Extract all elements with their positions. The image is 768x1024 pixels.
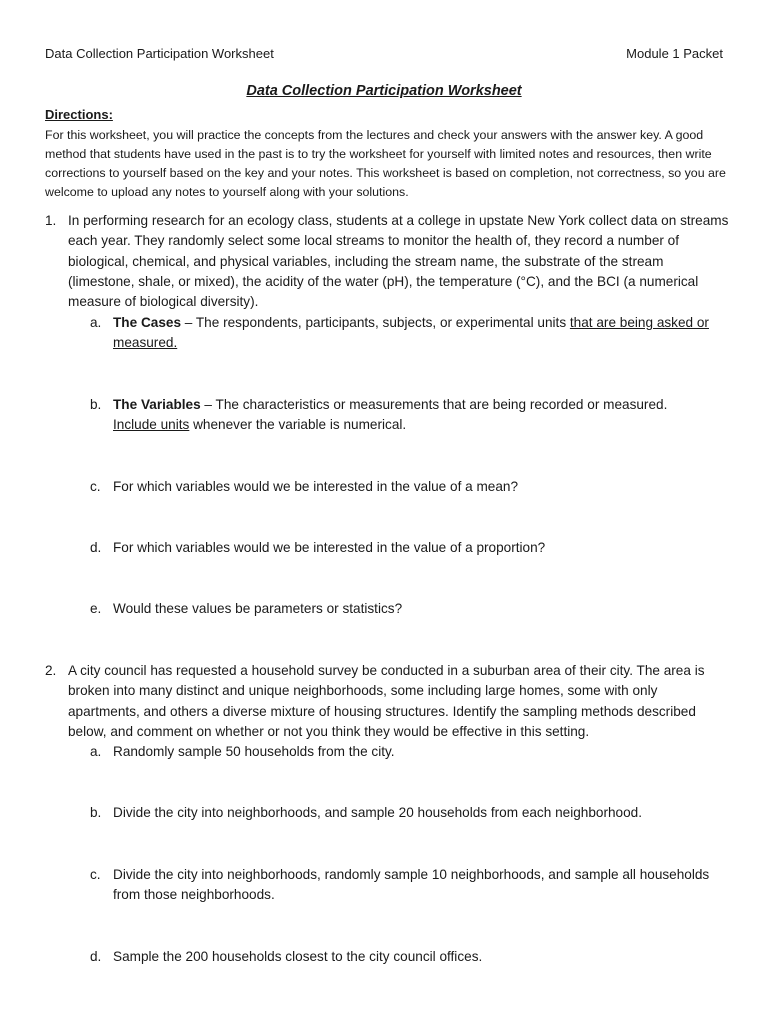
directions-text: For this worksheet, you will practice the concepts from the lectures and check your answers with the answer key. A good method that students have used in the past is to try the worksheet for yourself with limited notes and resources, then write corrections to yourself based on the key and your notes. This worksheet is based on completion, not correctness, so you are welcome to upload any notes to yourself along with your solutions. bbox=[45, 128, 726, 199]
part-text: Would these values be parameters or statistics? bbox=[113, 601, 403, 616]
part-letter: c. bbox=[90, 867, 101, 882]
part-bold-term: The Cases bbox=[113, 315, 182, 330]
part-description: – The respondents, participants, subjects, or experimental units bbox=[181, 315, 570, 330]
part-bold-term: The Variables bbox=[113, 397, 201, 412]
question-1 bbox=[45, 211, 729, 312]
question-1-part-c bbox=[90, 477, 710, 497]
part-letter: c. bbox=[90, 479, 101, 494]
question-2-part-b bbox=[90, 803, 710, 823]
part-letter: d. bbox=[90, 949, 102, 964]
part-text: For which variables would we be interested in the value of a proportion? bbox=[113, 540, 546, 555]
question-1-part-d bbox=[90, 538, 710, 558]
part-letter: a. bbox=[90, 315, 102, 330]
question-number: 1. bbox=[45, 213, 57, 228]
question-2-part-a bbox=[90, 742, 710, 762]
part-underlined-text: that are being asked or measured. bbox=[113, 315, 709, 351]
part-letter: b. bbox=[90, 805, 102, 820]
part-description-end: whenever the variable is numerical. bbox=[189, 417, 407, 433]
page-title: Data Collection Participation Worksheet bbox=[246, 83, 522, 99]
part-letter: a. bbox=[90, 744, 102, 759]
part-text: Divide the city into neighborhoods, randomly sample 10 neighborhoods, and sample all households from those neighborhoods. bbox=[113, 867, 710, 903]
header-right: Module 1 Packet bbox=[626, 46, 723, 61]
part-letter: d. bbox=[90, 540, 102, 555]
question-1-part-a bbox=[90, 313, 710, 354]
part-underlined-text: Include units bbox=[113, 417, 190, 433]
part-letter: e. bbox=[90, 601, 102, 616]
question-2 bbox=[45, 661, 729, 742]
directions-label: Directions: bbox=[45, 107, 113, 122]
question-2-part-d bbox=[90, 947, 710, 967]
question-1-part-b bbox=[90, 395, 710, 436]
question-2-part-c bbox=[90, 865, 710, 906]
question-number: 2. bbox=[45, 663, 57, 678]
part-text bbox=[113, 313, 710, 354]
question-text: A city council has requested a household survey be conducted in a suburban area of their city. The area is broken into many distinct and unique neighborhoods, some including large homes, some with only apartments, and others a diverse mixture of housing structures. Identify the sampling methods described below, and comment on whether or not you think they would be effective in this setting. bbox=[68, 663, 705, 739]
part-letter: b. bbox=[90, 397, 102, 412]
part-text: Divide the city into neighborhoods, and sample 20 households from each neighborhood. bbox=[113, 805, 642, 820]
question-text: In performing research for an ecology class, students at a college in upstate New York collect data on streams each year. They randomly select some local streams to monitor the health of, they record a number of biological, chemical, and physical variables, including the stream name, the substrate of the stream (limestone, shale, or mixed), the acidity of the water (pH), the temperature (°C), and the BCI (a numerical measure of biological diversity). bbox=[68, 213, 729, 310]
part-description: – The characteristics or measurements that are being recorded or measured. bbox=[200, 397, 668, 412]
part-text: Randomly sample 50 households from the city. bbox=[113, 744, 395, 759]
header-left: Data Collection Participation Worksheet bbox=[45, 46, 274, 61]
part-text bbox=[113, 395, 710, 436]
question-1-part-e bbox=[90, 599, 710, 619]
part-text: Sample the 200 households closest to the city council offices. bbox=[113, 949, 483, 964]
part-text: For which variables would we be interested in the value of a mean? bbox=[113, 479, 519, 494]
